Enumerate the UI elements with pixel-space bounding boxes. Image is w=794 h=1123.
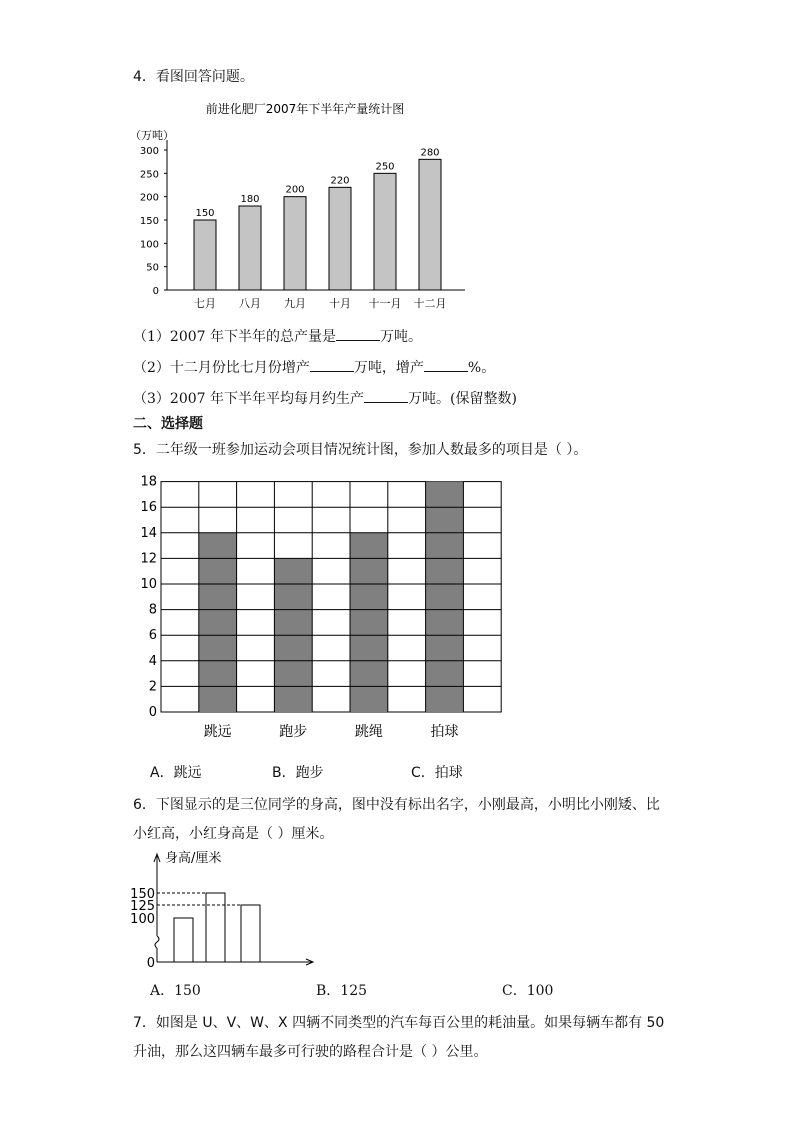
q4-sub1-blank bbox=[336, 326, 380, 341]
y-tick-label: 0 bbox=[152, 286, 159, 297]
y-tick-label: 250 bbox=[139, 169, 159, 181]
x-tick-label: 九月 bbox=[284, 297, 306, 310]
y-tick-label: 150 bbox=[139, 216, 159, 227]
x-tick-label: 十二月 bbox=[413, 297, 447, 310]
x-tick-label: 跳绳 bbox=[354, 724, 383, 740]
bar bbox=[206, 893, 225, 962]
data-label: 250 bbox=[375, 161, 395, 173]
y-tick-label: 18 bbox=[140, 474, 157, 490]
y-tick-label: 6 bbox=[148, 628, 157, 644]
y-tick-label: 16 bbox=[140, 500, 157, 516]
q4-sub2-blank1 bbox=[310, 357, 354, 372]
section-title-choice: 二、选择题 bbox=[133, 416, 203, 432]
bar bbox=[419, 159, 441, 290]
data-label: 180 bbox=[240, 194, 260, 205]
q4-sub2-blank2 bbox=[424, 357, 468, 372]
chart-production bbox=[125, 95, 485, 315]
bar bbox=[329, 187, 351, 290]
y-tick-label: 12 bbox=[140, 551, 157, 567]
y-tick-label: 0 bbox=[146, 956, 155, 971]
x-tick-label: 跳远 bbox=[203, 724, 232, 740]
q6-option-b[interactable]: B．125 bbox=[316, 983, 368, 999]
y-tick-label: 100 bbox=[130, 912, 155, 927]
y-tick-label: 100 bbox=[139, 239, 159, 251]
bar bbox=[239, 206, 261, 290]
q4-sub2-middle: 万吨，增产 bbox=[353, 360, 424, 376]
y-tick-label: 14 bbox=[140, 525, 157, 541]
y-tick-label: 0 bbox=[148, 705, 157, 720]
data-label: 200 bbox=[285, 184, 305, 196]
bar bbox=[199, 533, 237, 712]
x-tick-label: 八月 bbox=[239, 297, 261, 310]
q6-line2: 小红高，小红身高是（ ）厘米。 bbox=[133, 826, 334, 842]
q6-line1: 6．下图显示的是三位同学的身高，图中没有标出名字，小刚最高，小明比小刚矮、比 bbox=[133, 797, 660, 813]
q5-text: 5．二年级一班参加运动会项目情况统计图，参加人数最多的项目是（ ）。 bbox=[133, 442, 588, 458]
y-tick-label: 200 bbox=[139, 192, 159, 204]
x-tick-label: 十一月 bbox=[368, 297, 402, 310]
bar bbox=[374, 173, 396, 290]
q4-sub3-prefix: （3）2007 年下半年平均每月约生产 bbox=[133, 391, 364, 407]
y-tick-label: 2 bbox=[148, 679, 157, 695]
axis-break bbox=[155, 936, 159, 948]
chart-title: 前进化肥厂2007年下半年产量统计图 bbox=[205, 102, 405, 116]
y-tick-label: 4 bbox=[148, 653, 157, 669]
q5-option-c[interactable]: C．拍球 bbox=[411, 765, 463, 781]
data-label: 150 bbox=[195, 208, 215, 219]
bar bbox=[284, 197, 306, 290]
y-tick-label: 125 bbox=[130, 899, 155, 914]
bar bbox=[174, 918, 193, 962]
data-label: 280 bbox=[420, 147, 440, 159]
x-tick-label: 七月 bbox=[194, 297, 216, 310]
y-axis-label: 身高/厘米 bbox=[165, 851, 222, 866]
q4-heading: 4．看图回答问题。 bbox=[133, 69, 254, 85]
x-tick-label: 跑步 bbox=[279, 724, 308, 740]
x-tick-label: 十月 bbox=[329, 297, 351, 310]
y-axis-unit: （万吨） bbox=[130, 129, 174, 142]
chart-heights bbox=[125, 848, 325, 973]
q5-option-b[interactable]: B．跑步 bbox=[272, 765, 324, 781]
q4-sub3 bbox=[133, 388, 517, 409]
x-tick-label: 拍球 bbox=[430, 724, 459, 740]
y-tick-label: 300 bbox=[139, 146, 159, 157]
y-tick-label: 50 bbox=[146, 262, 159, 274]
q4-sub1 bbox=[133, 326, 422, 347]
q4-sub1-prefix: （1）2007 年下半年的总产量是 bbox=[133, 329, 336, 345]
q4-sub2-prefix: （2）十二月份比七月份增产 bbox=[133, 360, 310, 376]
y-tick-label: 8 bbox=[148, 602, 157, 618]
y-tick-label: 150 bbox=[130, 887, 155, 902]
bar bbox=[350, 533, 388, 712]
q6-option-a[interactable]: A．150 bbox=[150, 983, 201, 999]
data-label: 220 bbox=[330, 175, 350, 187]
bar bbox=[194, 220, 216, 290]
bar bbox=[426, 482, 464, 712]
bar bbox=[241, 905, 260, 962]
q7-line1: 7．如图是 U、V、W、X 四辆不同类型的汽车每百公里的耗油量。如果每辆车都有 50 bbox=[133, 1015, 665, 1031]
q7-line2: 升油，那么这四辆车最多可行驶的路程合计是（ ）公里。 bbox=[133, 1044, 488, 1060]
q4-sub2-suffix: %。 bbox=[467, 360, 496, 376]
q6-option-c[interactable]: C．100 bbox=[502, 983, 554, 999]
q5-option-a[interactable]: A．跳远 bbox=[150, 765, 202, 781]
q4-sub3-suffix: 万吨。(保留整数) bbox=[408, 391, 517, 407]
q4-sub3-blank bbox=[364, 388, 408, 403]
chart-sports bbox=[130, 474, 510, 749]
y-tick-label: 10 bbox=[140, 577, 157, 592]
q4-sub2 bbox=[133, 357, 495, 378]
q4-sub1-suffix: 万吨。 bbox=[380, 329, 422, 345]
